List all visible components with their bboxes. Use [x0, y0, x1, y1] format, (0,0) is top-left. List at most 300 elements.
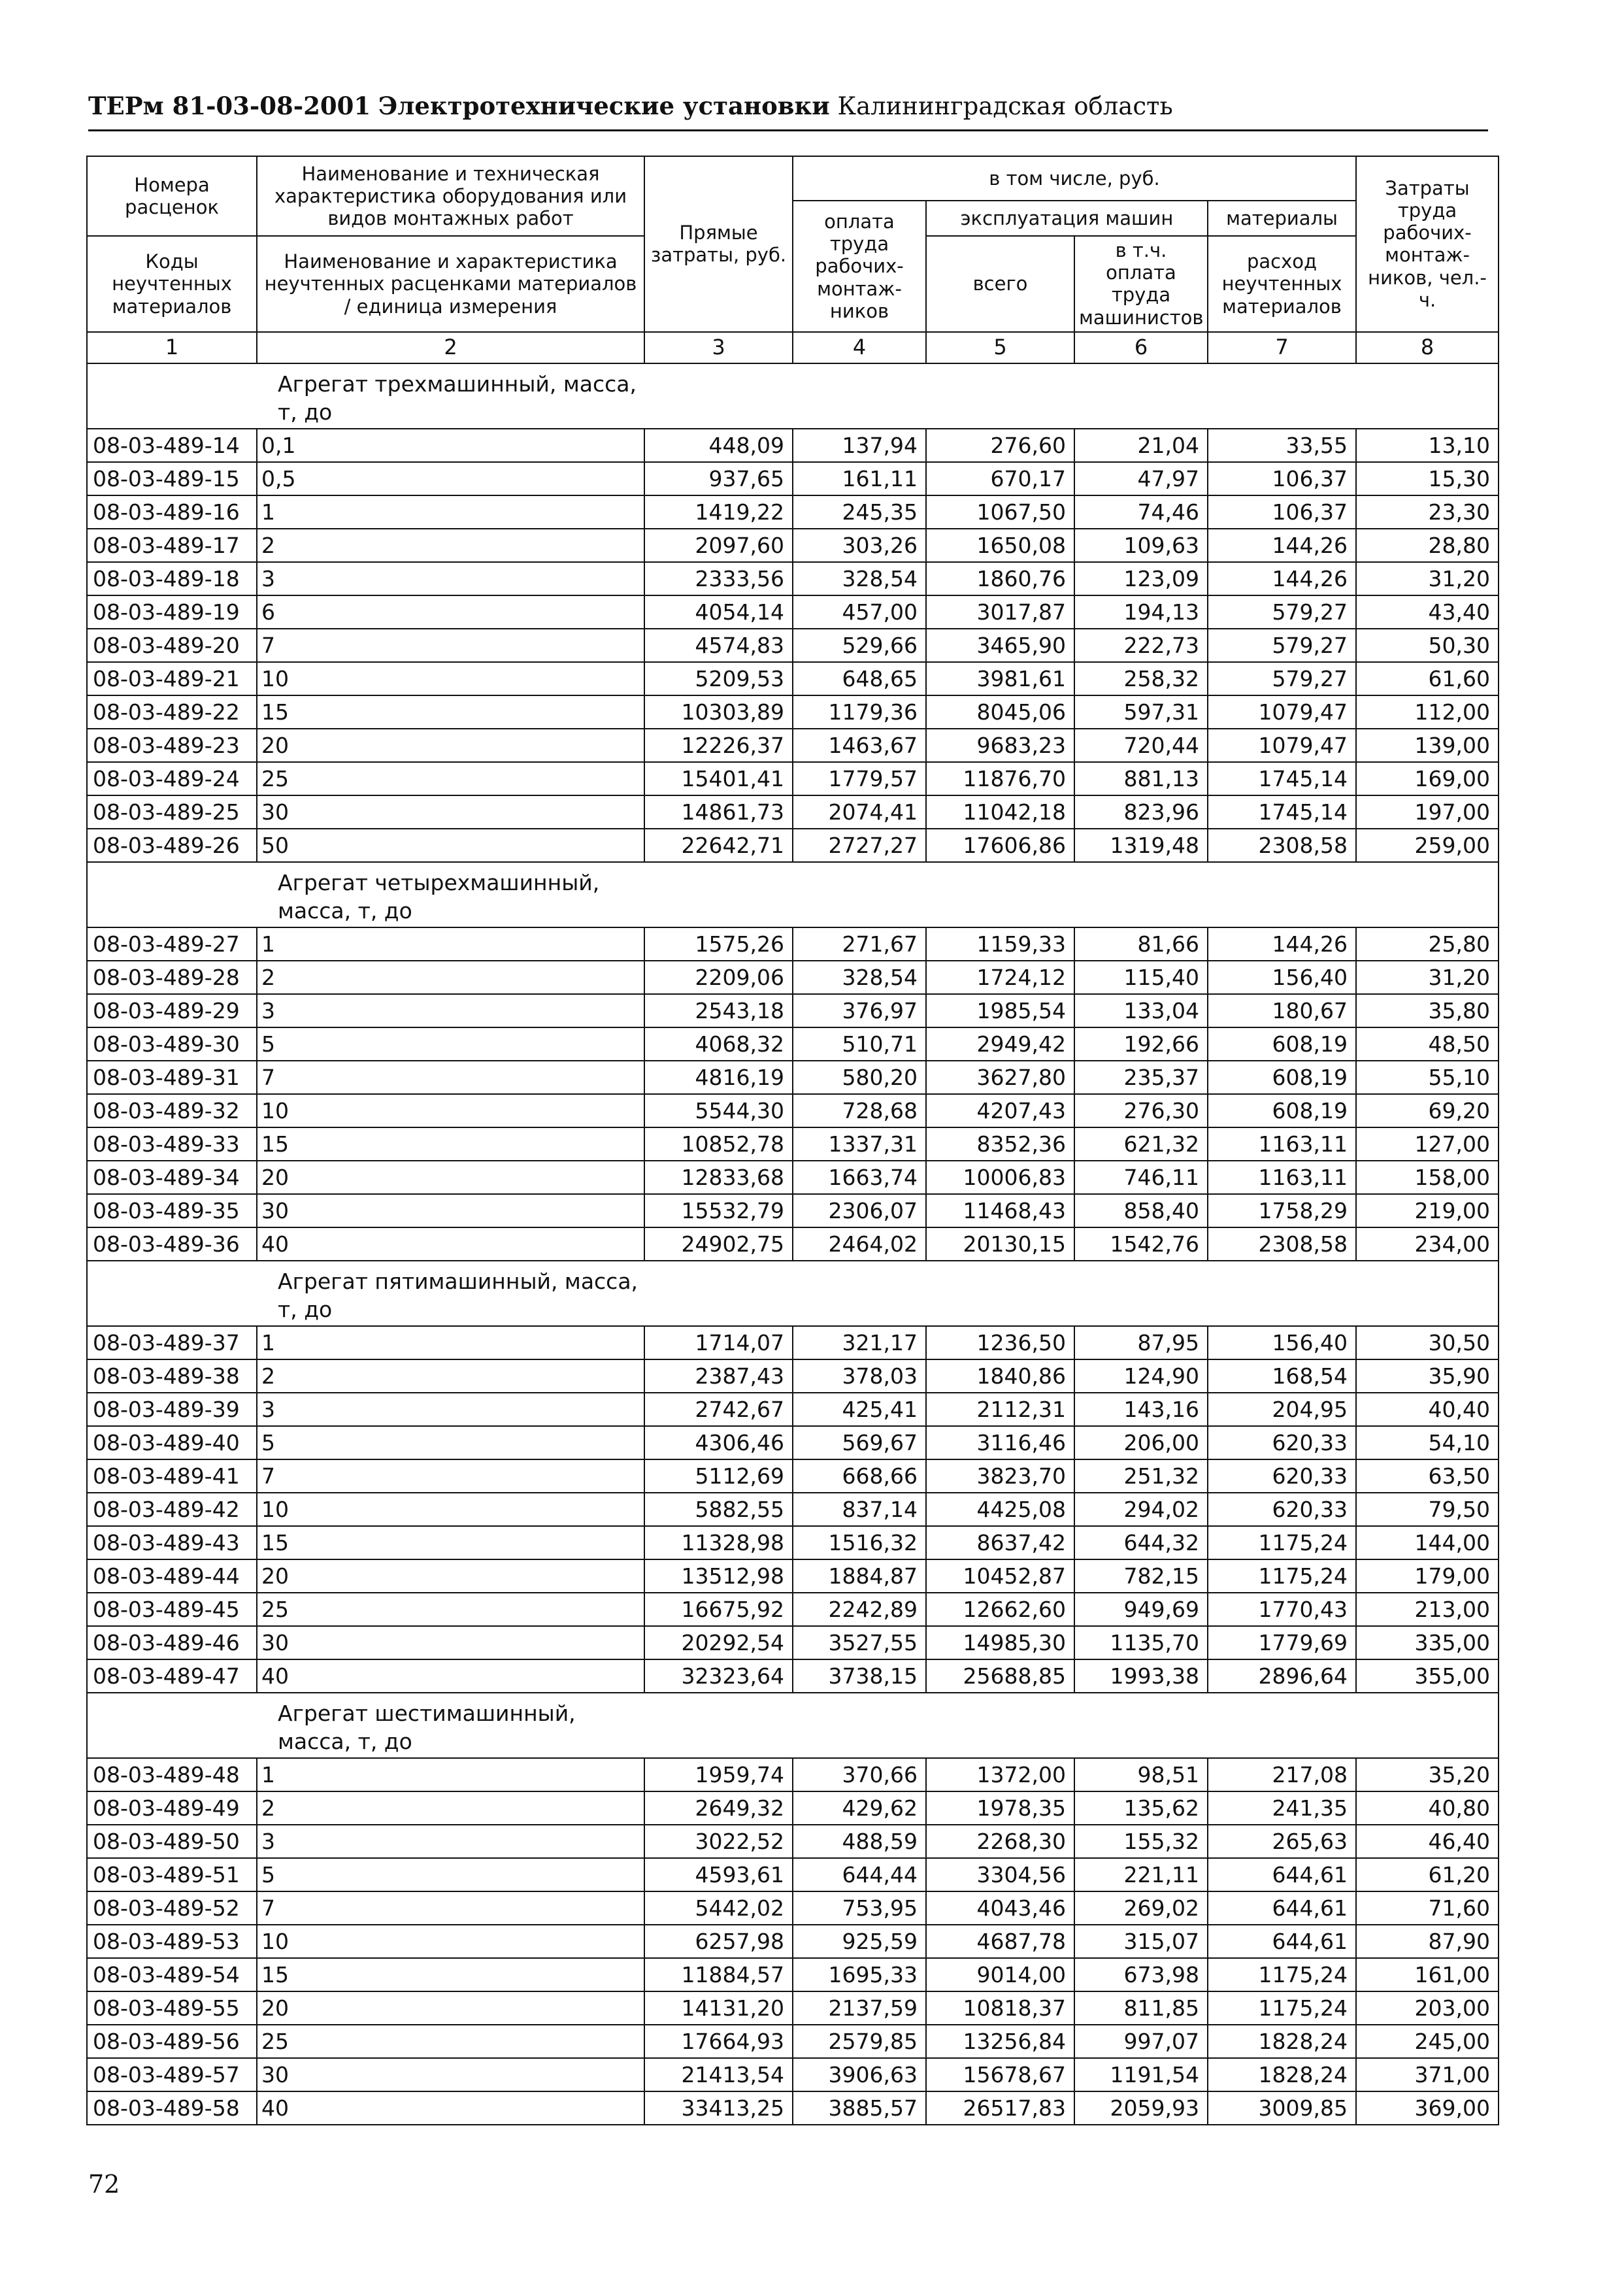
wages-cell: 753,95: [793, 1891, 926, 1925]
direct-costs-cell: 21413,54: [644, 2058, 793, 2091]
machines-total-cell: 3017,87: [926, 595, 1074, 629]
wages-cell: 457,00: [793, 595, 926, 629]
wages-cell: 1179,36: [793, 695, 926, 729]
wages-cell: 644,44: [793, 1858, 926, 1891]
direct-costs-cell: 6257,98: [644, 1925, 793, 1958]
header-materials: материалы: [1208, 201, 1356, 236]
table-row: [87, 695, 1499, 729]
rate-code-cell: 08-03-489-30: [87, 1027, 257, 1061]
machines-total-cell: 3465,90: [926, 629, 1074, 662]
machines-total-cell: 3304,56: [926, 1858, 1074, 1891]
machines-wages-cell: 109,63: [1074, 529, 1208, 562]
machines-wages-cell: 222,73: [1074, 629, 1208, 662]
materials-cell: 180,67: [1208, 994, 1356, 1027]
labor-cell: 46,40: [1356, 1825, 1499, 1858]
labor-cell: 79,50: [1356, 1493, 1499, 1526]
materials-cell: 1079,47: [1208, 729, 1356, 762]
wages-cell: 161,11: [793, 462, 926, 495]
machines-wages-cell: 858,40: [1074, 1194, 1208, 1227]
materials-cell: 168,54: [1208, 1359, 1356, 1393]
direct-costs-cell: 32323,64: [644, 1659, 793, 1693]
rate-code-cell: 08-03-489-44: [87, 1559, 257, 1593]
machines-total-cell: 1159,33: [926, 927, 1074, 961]
mass-cell: 7: [257, 1891, 644, 1925]
header-labor: Затраты труда рабочих-монтаж-ников, чел.-ч.: [1356, 156, 1499, 332]
labor-cell: 61,20: [1356, 1858, 1499, 1891]
machines-wages-cell: 644,32: [1074, 1526, 1208, 1559]
machines-total-cell: 8637,42: [926, 1526, 1074, 1559]
machines-wages-cell: 143,16: [1074, 1393, 1208, 1426]
machines-wages-cell: 87,95: [1074, 1326, 1208, 1359]
table-row: [87, 1526, 1499, 1559]
mass-cell: 0,1: [257, 429, 644, 462]
section-spacer: [1074, 363, 1208, 429]
machines-wages-cell: 81,66: [1074, 927, 1208, 961]
wages-cell: 245,35: [793, 495, 926, 529]
rate-code-cell: 08-03-489-41: [87, 1459, 257, 1493]
wages-cell: 1695,33: [793, 1958, 926, 1991]
machines-wages-cell: 74,46: [1074, 495, 1208, 529]
section-spacer: [1208, 363, 1356, 429]
table-row: [87, 1858, 1499, 1891]
mass-cell: 25: [257, 762, 644, 795]
wages-cell: 488,59: [793, 1825, 926, 1858]
section-spacer: [1074, 862, 1208, 927]
machines-wages-cell: 235,37: [1074, 1061, 1208, 1094]
section-spacer: [1074, 1693, 1208, 1758]
wages-cell: 1463,67: [793, 729, 926, 762]
table-row: [87, 1626, 1499, 1659]
document-region: Калининградская область: [837, 92, 1173, 120]
wages-cell: 376,97: [793, 994, 926, 1027]
rate-code-cell: 08-03-489-58: [87, 2091, 257, 2125]
mass-cell: 40: [257, 1659, 644, 1693]
rate-code-cell: 08-03-489-42: [87, 1493, 257, 1526]
materials-cell: 1163,11: [1208, 1161, 1356, 1194]
direct-costs-cell: 937,65: [644, 462, 793, 495]
section-row: [87, 363, 1499, 429]
section-spacer: [87, 1693, 257, 1758]
machines-wages-cell: 98,51: [1074, 1758, 1208, 1791]
machines-total-cell: 26517,83: [926, 2091, 1074, 2125]
rate-code-cell: 08-03-489-47: [87, 1659, 257, 1693]
labor-cell: 63,50: [1356, 1459, 1499, 1493]
machines-wages-cell: 1191,54: [1074, 2058, 1208, 2091]
materials-cell: 1745,14: [1208, 795, 1356, 829]
wages-cell: 425,41: [793, 1393, 926, 1426]
labor-cell: 335,00: [1356, 1626, 1499, 1659]
machines-wages-cell: 133,04: [1074, 994, 1208, 1027]
direct-costs-cell: 4068,32: [644, 1027, 793, 1061]
section-spacer: [644, 1261, 793, 1326]
table-row: [87, 1825, 1499, 1858]
section-row: [87, 862, 1499, 927]
column-index: 5: [926, 332, 1074, 363]
column-index: 4: [793, 332, 926, 363]
mass-cell: 5: [257, 1027, 644, 1061]
direct-costs-cell: 4574,83: [644, 629, 793, 662]
direct-costs-cell: 4816,19: [644, 1061, 793, 1094]
mass-cell: 2: [257, 1359, 644, 1393]
materials-cell: 156,40: [1208, 1326, 1356, 1359]
mass-cell: 1: [257, 1758, 644, 1791]
mass-cell: 1: [257, 1326, 644, 1359]
rate-code-cell: 08-03-489-55: [87, 1991, 257, 2025]
materials-cell: 2896,64: [1208, 1659, 1356, 1693]
materials-cell: 1163,11: [1208, 1127, 1356, 1161]
wages-cell: 3885,57: [793, 2091, 926, 2125]
wages-cell: 569,67: [793, 1426, 926, 1459]
rate-code-cell: 08-03-489-45: [87, 1593, 257, 1626]
rate-code-cell: 08-03-489-57: [87, 2058, 257, 2091]
machines-wages-cell: 949,69: [1074, 1593, 1208, 1626]
labor-cell: 35,90: [1356, 1359, 1499, 1393]
direct-costs-cell: 15532,79: [644, 1194, 793, 1227]
direct-costs-cell: 1575,26: [644, 927, 793, 961]
labor-cell: 23,30: [1356, 495, 1499, 529]
wages-cell: 328,54: [793, 961, 926, 994]
wages-cell: 321,17: [793, 1326, 926, 1359]
machines-total-cell: 20130,15: [926, 1227, 1074, 1261]
section-spacer: [793, 363, 926, 429]
labor-cell: 87,90: [1356, 1925, 1499, 1958]
table-row: [87, 1161, 1499, 1194]
column-index: 2: [257, 332, 644, 363]
wages-cell: 271,67: [793, 927, 926, 961]
table-row: [87, 1925, 1499, 1958]
labor-cell: 50,30: [1356, 629, 1499, 662]
materials-cell: 2308,58: [1208, 829, 1356, 862]
materials-cell: 144,26: [1208, 529, 1356, 562]
machines-wages-cell: 2059,93: [1074, 2091, 1208, 2125]
machines-wages-cell: 1542,76: [1074, 1227, 1208, 1261]
wages-cell: 668,66: [793, 1459, 926, 1493]
section-title: Агрегат шестимашинный, масса, т, до: [257, 1693, 644, 1758]
materials-cell: 644,61: [1208, 1891, 1356, 1925]
table-row: [87, 1061, 1499, 1094]
wages-cell: 510,71: [793, 1027, 926, 1061]
machines-wages-cell: 720,44: [1074, 729, 1208, 762]
materials-cell: 644,61: [1208, 1858, 1356, 1891]
machines-total-cell: 1860,76: [926, 562, 1074, 595]
rate-code-cell: 08-03-489-20: [87, 629, 257, 662]
wages-cell: 2137,59: [793, 1991, 926, 2025]
machines-wages-cell: 155,32: [1074, 1825, 1208, 1858]
section-spacer: [1356, 1261, 1499, 1326]
document-code: ТЕРм 81-03-08-2001: [88, 91, 371, 120]
table-row: [87, 495, 1499, 529]
labor-cell: 31,20: [1356, 961, 1499, 994]
machines-wages-cell: 276,30: [1074, 1094, 1208, 1127]
machines-total-cell: 2112,31: [926, 1393, 1074, 1426]
materials-cell: 265,63: [1208, 1825, 1356, 1858]
mass-cell: 2: [257, 961, 644, 994]
table-row: [87, 1493, 1499, 1526]
column-index: 6: [1074, 332, 1208, 363]
header-material-codes: Коды неучтенных материалов: [87, 236, 257, 332]
materials-cell: 1770,43: [1208, 1593, 1356, 1626]
machines-total-cell: 1236,50: [926, 1326, 1074, 1359]
table-row: [87, 762, 1499, 795]
table-row: [87, 429, 1499, 462]
labor-cell: 355,00: [1356, 1659, 1499, 1693]
machines-wages-cell: 881,13: [1074, 762, 1208, 795]
machines-wages-cell: 206,00: [1074, 1426, 1208, 1459]
section-spacer: [1356, 1693, 1499, 1758]
rate-code-cell: 08-03-489-33: [87, 1127, 257, 1161]
rate-code-cell: 08-03-489-29: [87, 994, 257, 1027]
materials-cell: 620,33: [1208, 1459, 1356, 1493]
header-machines-total: всего: [926, 236, 1074, 332]
materials-cell: 1745,14: [1208, 762, 1356, 795]
labor-cell: 35,20: [1356, 1758, 1499, 1791]
labor-cell: 31,20: [1356, 562, 1499, 595]
section-spacer: [87, 1261, 257, 1326]
direct-costs-cell: 33413,25: [644, 2091, 793, 2125]
table-row: [87, 1991, 1499, 2025]
wages-cell: 137,94: [793, 429, 926, 462]
direct-costs-cell: 2543,18: [644, 994, 793, 1027]
rate-code-cell: 08-03-489-34: [87, 1161, 257, 1194]
mass-cell: 1: [257, 927, 644, 961]
rate-code-cell: 08-03-489-52: [87, 1891, 257, 1925]
section-title: Агрегат четырехмашинный, масса, т, до: [257, 862, 644, 927]
machines-wages-cell: 21,04: [1074, 429, 1208, 462]
mass-cell: 15: [257, 1958, 644, 1991]
page-header: [88, 91, 1488, 131]
table-header: [87, 156, 1499, 363]
machines-total-cell: 3627,80: [926, 1061, 1074, 1094]
direct-costs-cell: 5112,69: [644, 1459, 793, 1493]
labor-cell: 213,00: [1356, 1593, 1499, 1626]
table-row: [87, 1659, 1499, 1693]
materials-cell: 144,26: [1208, 562, 1356, 595]
header-machines-wages: в т.ч. оплата труда машинистов: [1074, 236, 1208, 332]
section-spacer: [644, 1693, 793, 1758]
machines-wages-cell: 1135,70: [1074, 1626, 1208, 1659]
table-row: [87, 1426, 1499, 1459]
document-title: Электротехнические установки: [378, 91, 830, 120]
header-direct-costs: Прямые затраты, руб.: [644, 156, 793, 332]
mass-cell: 10: [257, 1493, 644, 1526]
machines-total-cell: 13256,84: [926, 2025, 1074, 2058]
machines-wages-cell: 47,97: [1074, 462, 1208, 495]
wages-cell: 370,66: [793, 1758, 926, 1791]
direct-costs-cell: 22642,71: [644, 829, 793, 862]
section-spacer: [793, 1693, 926, 1758]
machines-wages-cell: 1993,38: [1074, 1659, 1208, 1693]
header-name-top: Наименование и техническая характеристика оборудования или видов монтажных работ: [257, 156, 644, 236]
materials-cell: 579,27: [1208, 595, 1356, 629]
rate-code-cell: 08-03-489-15: [87, 462, 257, 495]
machines-total-cell: 15678,67: [926, 2058, 1074, 2091]
section-spacer: [926, 862, 1074, 927]
mass-cell: 50: [257, 829, 644, 862]
header-including: в том числе, руб.: [793, 156, 1356, 201]
machines-total-cell: 17606,86: [926, 829, 1074, 862]
section-row: [87, 1261, 1499, 1326]
table-row: [87, 562, 1499, 595]
machines-total-cell: 11468,43: [926, 1194, 1074, 1227]
wages-cell: 1516,32: [793, 1526, 926, 1559]
direct-costs-cell: 2649,32: [644, 1791, 793, 1825]
machines-total-cell: 4687,78: [926, 1925, 1074, 1958]
rate-code-cell: 08-03-489-19: [87, 595, 257, 629]
mass-cell: 30: [257, 1194, 644, 1227]
wages-cell: 429,62: [793, 1791, 926, 1825]
labor-cell: 15,30: [1356, 462, 1499, 495]
rate-code-cell: 08-03-489-28: [87, 961, 257, 994]
mass-cell: 6: [257, 595, 644, 629]
header-name-bottom: Наименование и характеристика неучтенных расценками материалов / единица измерения: [257, 236, 644, 332]
table-row: [87, 1393, 1499, 1426]
mass-cell: 5: [257, 1426, 644, 1459]
direct-costs-cell: 10852,78: [644, 1127, 793, 1161]
mass-cell: 3: [257, 562, 644, 595]
wages-cell: 580,20: [793, 1061, 926, 1094]
machines-wages-cell: 811,85: [1074, 1991, 1208, 2025]
section-spacer: [1356, 363, 1499, 429]
machines-total-cell: 12662,60: [926, 1593, 1074, 1626]
rate-code-cell: 08-03-489-54: [87, 1958, 257, 1991]
direct-costs-cell: 15401,41: [644, 762, 793, 795]
machines-wages-cell: 1319,48: [1074, 829, 1208, 862]
wages-cell: 837,14: [793, 1493, 926, 1526]
machines-total-cell: 2268,30: [926, 1825, 1074, 1858]
machines-total-cell: 9014,00: [926, 1958, 1074, 1991]
mass-cell: 30: [257, 795, 644, 829]
mass-cell: 3: [257, 1825, 644, 1858]
machines-total-cell: 11876,70: [926, 762, 1074, 795]
table-row: [87, 595, 1499, 629]
wages-cell: 925,59: [793, 1925, 926, 1958]
machines-total-cell: 9683,23: [926, 729, 1074, 762]
machines-total-cell: 1650,08: [926, 529, 1074, 562]
materials-cell: 1828,24: [1208, 2025, 1356, 2058]
rate-code-cell: 08-03-489-37: [87, 1326, 257, 1359]
direct-costs-cell: 11884,57: [644, 1958, 793, 1991]
labor-cell: 48,50: [1356, 1027, 1499, 1061]
header-machines: эксплуатация машин: [926, 201, 1208, 236]
table-row: [87, 662, 1499, 695]
labor-cell: 54,10: [1356, 1426, 1499, 1459]
mass-cell: 15: [257, 1127, 644, 1161]
wages-cell: 2242,89: [793, 1593, 926, 1626]
table-row: [87, 1027, 1499, 1061]
materials-cell: 144,26: [1208, 927, 1356, 961]
mass-cell: 30: [257, 1626, 644, 1659]
wages-cell: 1884,87: [793, 1559, 926, 1593]
rate-code-cell: 08-03-489-16: [87, 495, 257, 529]
direct-costs-cell: 4593,61: [644, 1858, 793, 1891]
wages-cell: 2727,27: [793, 829, 926, 862]
labor-cell: 25,80: [1356, 927, 1499, 961]
direct-costs-cell: 1959,74: [644, 1758, 793, 1791]
materials-cell: 620,33: [1208, 1493, 1356, 1526]
direct-costs-cell: 2097,60: [644, 529, 793, 562]
machines-total-cell: 2949,42: [926, 1027, 1074, 1061]
rate-code-cell: 08-03-489-53: [87, 1925, 257, 1958]
materials-cell: 1175,24: [1208, 1526, 1356, 1559]
direct-costs-cell: 5442,02: [644, 1891, 793, 1925]
section-title: Агрегат пятимашинный, масса, т, до: [257, 1261, 644, 1326]
materials-cell: 106,37: [1208, 462, 1356, 495]
table-row: [87, 529, 1499, 562]
labor-cell: 371,00: [1356, 2058, 1499, 2091]
direct-costs-cell: 4306,46: [644, 1426, 793, 1459]
materials-cell: 33,55: [1208, 429, 1356, 462]
rate-code-cell: 08-03-489-24: [87, 762, 257, 795]
rate-code-cell: 08-03-489-35: [87, 1194, 257, 1227]
labor-cell: 61,60: [1356, 662, 1499, 695]
mass-cell: 25: [257, 1593, 644, 1626]
mass-cell: 5: [257, 1858, 644, 1891]
section-spacer: [926, 1693, 1074, 1758]
machines-wages-cell: 294,02: [1074, 1493, 1208, 1526]
direct-costs-cell: 14131,20: [644, 1991, 793, 2025]
mass-cell: 7: [257, 1061, 644, 1094]
rate-code-cell: 08-03-489-38: [87, 1359, 257, 1393]
mass-cell: 30: [257, 2058, 644, 2091]
mass-cell: 20: [257, 1991, 644, 2025]
labor-cell: 127,00: [1356, 1127, 1499, 1161]
materials-cell: 241,35: [1208, 1791, 1356, 1825]
materials-cell: 1828,24: [1208, 2058, 1356, 2091]
table-body: [87, 363, 1499, 2125]
machines-wages-cell: 269,02: [1074, 1891, 1208, 1925]
direct-costs-cell: 13512,98: [644, 1559, 793, 1593]
materials-cell: 1758,29: [1208, 1194, 1356, 1227]
wages-cell: 378,03: [793, 1359, 926, 1393]
rate-code-cell: 08-03-489-56: [87, 2025, 257, 2058]
table-row: [87, 1359, 1499, 1393]
direct-costs-cell: 1419,22: [644, 495, 793, 529]
direct-costs-cell: 5544,30: [644, 1094, 793, 1127]
machines-total-cell: 14985,30: [926, 1626, 1074, 1659]
rate-code-cell: 08-03-489-18: [87, 562, 257, 595]
wages-cell: 2464,02: [793, 1227, 926, 1261]
table-row: [87, 1891, 1499, 1925]
mass-cell: 20: [257, 1161, 644, 1194]
machines-wages-cell: 997,07: [1074, 2025, 1208, 2058]
labor-cell: 219,00: [1356, 1194, 1499, 1227]
machines-total-cell: 3116,46: [926, 1426, 1074, 1459]
labor-cell: 55,10: [1356, 1061, 1499, 1094]
mass-cell: 40: [257, 1227, 644, 1261]
direct-costs-cell: 4054,14: [644, 595, 793, 629]
rate-code-cell: 08-03-489-51: [87, 1858, 257, 1891]
wages-cell: 2306,07: [793, 1194, 926, 1227]
section-spacer: [1074, 1261, 1208, 1326]
column-index: 8: [1356, 332, 1499, 363]
section-spacer: [1208, 862, 1356, 927]
labor-cell: 28,80: [1356, 529, 1499, 562]
rate-code-cell: 08-03-489-17: [87, 529, 257, 562]
header-rate-numbers: Номера расценок: [87, 156, 257, 236]
table-row: [87, 829, 1499, 862]
machines-wages-cell: 621,32: [1074, 1127, 1208, 1161]
table-row: [87, 1459, 1499, 1493]
machines-total-cell: 1372,00: [926, 1758, 1074, 1791]
direct-costs-cell: 2333,56: [644, 562, 793, 595]
table-row: [87, 994, 1499, 1027]
labor-cell: 13,10: [1356, 429, 1499, 462]
section-spacer: [1356, 862, 1499, 927]
rate-code-cell: 08-03-489-25: [87, 795, 257, 829]
labor-cell: 71,60: [1356, 1891, 1499, 1925]
machines-total-cell: 276,60: [926, 429, 1074, 462]
rate-code-cell: 08-03-489-46: [87, 1626, 257, 1659]
